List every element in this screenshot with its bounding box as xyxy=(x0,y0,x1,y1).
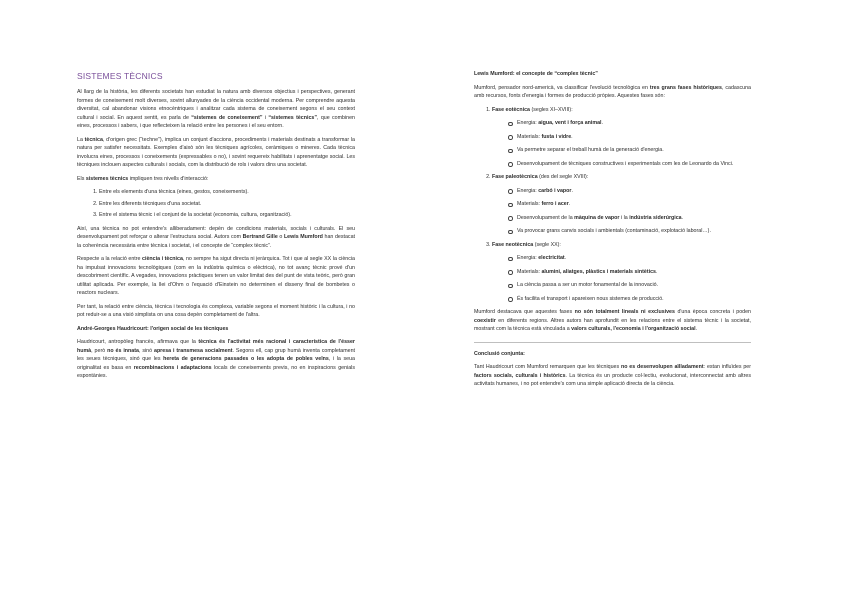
emphasis-text: hereta de generacions passades o les adopta de pobles veïns xyxy=(163,356,329,362)
emphasis-text: sistemes tècnics xyxy=(85,175,129,182)
emphasis-text: factors socials, culturals i històrics xyxy=(474,372,566,379)
interaction-levels-list xyxy=(77,188,355,220)
emphasis-text: indústria siderúrgica xyxy=(629,214,682,221)
relation-paragraph: Per tant, la relació entre ciència, tècnica i tecnologia és complexa, variable segons el moment històric i la cultura, i no pot reduir-se a una visió simplista on una cosa depèn completament de l'altra. xyxy=(77,303,355,318)
right-column xyxy=(474,70,751,394)
emphasis-text: tècnica és l'activitat més racional i característica de l'ésser humà xyxy=(77,339,355,354)
detail-item: Materials: alumini, aliatges, plàstics i materials sintètics. xyxy=(508,268,751,277)
detail-item: Energia: aigua, vent i força animal. xyxy=(508,119,751,128)
phase-title: Fase neotècnica (segle XX): xyxy=(492,241,561,248)
emphasis-text: Fase neotècnica xyxy=(492,241,534,248)
emphasis-text: “sistemes tècnics” xyxy=(268,114,317,121)
emphasis-text: electricitat xyxy=(538,255,565,261)
emphasis-text: tres grans fases històriques xyxy=(649,84,722,91)
phase-details xyxy=(492,254,751,303)
emphasis-text: fusta i vidre xyxy=(541,133,572,140)
phase-item xyxy=(492,106,751,169)
science-technique-paragraph: Respecte a la relació entre ciència i tècnica, no sempre ha sigut directa ni jeràrquica. Tot i que al segle XX la ciència ha impulsat innovacions tecnològiques (com en la indústria química o elèctrica), no tot avanç tècnic prové d'un descobriment científic. A vegades, innovacions pràctiques tenen un valor limitat des del punt de vista teòric, però gran utilitat aplicada. Per exemple, la llei d'Ohm o l'equació d'Einstein no determinen el disseny final de bombetes o reactors nuclears. xyxy=(77,256,355,296)
mumford-heading: Lewis Mumford: el concepte de “complex tècnic” xyxy=(474,71,598,77)
emphasis-text: Fase eotècnica xyxy=(492,106,530,113)
detail-item: Materials: ferro i acer. xyxy=(508,200,751,209)
left-column xyxy=(77,70,355,386)
detail-item: Desenvolupament de tècniques constructives i experimentals com les de Leonardo da Vinci. xyxy=(508,160,751,169)
systems-paragraph: Els sistemes tècnics impliquen tres nivells d'interacció: xyxy=(77,175,209,182)
emphasis-text: no són totalment lineals ni exclusives xyxy=(574,309,675,315)
technique-paragraph: La tècnica, d'origen grec (“techne”), implica un conjunt d'accions, procediments i materials destinats a transformar la natura per satisfer necessitats. Exemples d'això són les tècniques agrícoles, ceràmiques o mineres. Cada tècnica involucra eines, processos i coneixements (expressables o no), i sovint requereix habilitats i aprenentatge social. Les tècniques inclouen aspectes culturals i socials, com la distribució de rols i valors dins una societat. xyxy=(77,136,355,168)
intro-paragraph: Al llarg de la història, les diferents societats han estudiat la natura amb diversos objectius i perspectives, generant formes de coneixement molt diverses, sovint allunyades de la ciència occidental moderna. Per comprendre aquesta diversitat, cal abandonar visions etnocèntriques i analitzar cada sistema de coneixement segons el seu context cultural i social. En aquest sentit, es parla de “sistemes de coneixement” i “sistemes tècnics”, que combinen eines, processos i sabers, i que reflecteixen la relació entre les persones i el seu entorn. xyxy=(77,89,355,129)
emphasis-text: Fase paleotècnica xyxy=(492,174,538,180)
detail-item: La ciència passa a ser un motor fonamental de la innovació. xyxy=(508,281,751,290)
emphasis-text: màquina de vapor xyxy=(574,214,620,221)
phases-note-paragraph: Mumford destacava que aquestes fases no són totalment lineals ni exclusives d'una època concreta i poden coexistir en diferents regions. Altres autors han aprofundit en les relacions entre el sistema tècnic i la societat, mostrant com la tècnica està vinculada a valors culturals, l'economia i l'organització social. xyxy=(474,309,751,332)
emphasis-text: ciència i tècnica xyxy=(142,256,183,262)
detail-item: És facilita el transport i apareixen nous sistemes de producció. xyxy=(508,295,751,304)
emphasis-text: coexistir xyxy=(474,317,496,324)
conclusion-section xyxy=(474,342,751,389)
phase-details xyxy=(492,187,751,236)
detail-item: Desenvolupament de la màquina de vapor i la indústria siderúrgica. xyxy=(508,214,751,223)
list-item: 2. Entre les diferents tècniques d'una societat. xyxy=(99,200,355,209)
emphasis-text: Lewis Mumford xyxy=(283,234,323,240)
emphasis-text: ferro i acer xyxy=(541,201,569,207)
detail-item: Va permetre separar el treball humà de la generació d'energia. xyxy=(508,146,751,155)
phase-title: Fase paleotècnica (des del segle XVIII): xyxy=(492,174,589,180)
conclusion-paragraph: Tant Haudricourt com Mumford remarquen que les tècniques no es desenvolupen aïlladament: estan influïdes per factors socials, culturals i històrics. La tècnica és un producte col·lectiu, evolucionat, interconnectat amb altres activitats humanes, i no pot entendre's com una simple aplicació directa de la ciència. xyxy=(474,364,752,387)
detail-item: Energia: carbó i vapor. xyxy=(508,187,751,196)
detail-item: Materials: fusta i vidre. xyxy=(508,133,751,142)
mumford-paragraph: Mumford, pensador nord-americà, va classificar l'evolució tecnològica en tres grans fases històriques, cadascuna amb recursos, fonts d'energia i formes de producció pròpies. Aquestes fases són: xyxy=(474,84,751,99)
document-title: SISTEMES TÈCNICS xyxy=(77,71,163,81)
detail-item: Energia: electricitat. xyxy=(508,254,751,263)
emphasis-text: alumini, aliatges, plàstics i materials sintètics xyxy=(541,268,656,275)
detail-item: Va provocar grans canvis socials i ambientals (contaminació, explotació laboral…). xyxy=(508,227,751,236)
emphasis-text: “sistemes de coneixement” xyxy=(191,114,263,121)
conclusion-heading: Conclusió conjunta: xyxy=(474,350,525,357)
phase-title: Fase eotècnica (segles XI–XVIII): xyxy=(492,106,573,113)
haudricourt-paragraph: Haudricourt, antropòleg francès, afirmava que la tècnica és l'activitat més racional i característica de l'ésser humà, però no és innata, sinó apresa i transmesa socialment. Segons ell, cap grup humà inventa completament les seues tècniques, sinó que les hereta de generacions passades o les adopta de pobles veïns, i la seua originalitat es basa en recombinacions i adaptacions locals de coneixements previs, no en inspiracions genials espontànies. xyxy=(77,339,356,379)
phase-item xyxy=(492,173,751,236)
emphasis-text: no es desenvolupen aïlladament xyxy=(620,364,704,370)
emphasis-text: valors culturals, l'economia i l'organització social xyxy=(571,326,696,332)
emphasis-text: tècnica xyxy=(84,136,103,143)
list-item: 1. Entre els elements d'una tècnica (eines, gestos, coneixements). xyxy=(99,188,355,197)
phase-item xyxy=(492,241,751,304)
emphasis-text: apresa i transmesa socialment xyxy=(154,347,233,354)
complex-paragraph: Així, una tècnica no pot entendre's alliberadament: depèn de condicions materials, socials i culturals. El seu desenvolupament pot reforçar o alterar l'estructura social. Autors com Bertrand Gille o Lewis Mumford han destacat la coherència necessària entre tècnica i societat, i el concepte de “complex tècnic”. xyxy=(77,225,355,249)
emphasis-text: recombinacions i adaptacions xyxy=(133,364,212,371)
emphasis-text: Bertrand Gille xyxy=(242,234,278,240)
list-item: 3. Entre el sistema tècnic i el conjunt de la societat (economia, cultura, organització). xyxy=(99,211,355,220)
emphasis-text: carbó i vapor xyxy=(538,187,572,194)
phases-list xyxy=(474,106,751,304)
emphasis-text: aigua, vent i força animal xyxy=(538,120,602,126)
haudricourt-heading: André-Georges Haudricourt: l'origen social de les tècniques xyxy=(77,325,229,332)
emphasis-text: no és innata xyxy=(107,347,139,354)
phase-details xyxy=(492,119,751,168)
